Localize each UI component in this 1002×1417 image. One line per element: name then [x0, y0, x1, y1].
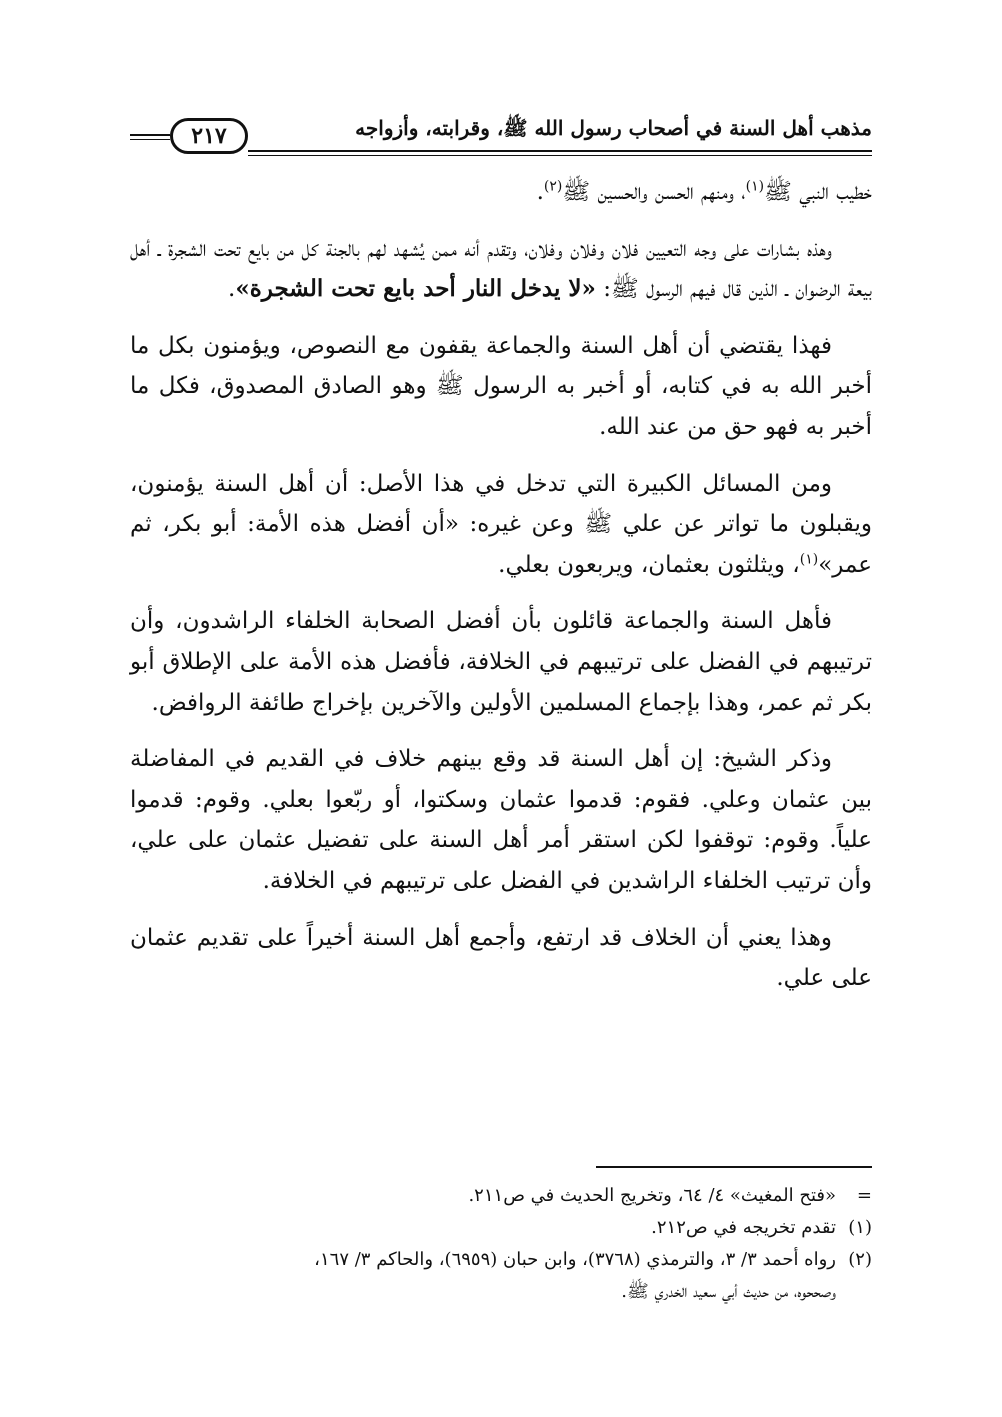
- p2-text: وهذه بشارات على وجه التعيين فلان وفلان وفلان، وتقدم أنه ممن يُشهد لهم بالجنة كل من بايع تحت الشجرة ـ أهل بيعة الرضوان ـ الذين قال فيهم الرسول ﷺ:: [130, 235, 872, 303]
- paragraph-2: [130, 229, 872, 310]
- hadith-quote: «لا يدخل النار أحد بايع تحت الشجرة»: [235, 275, 596, 303]
- running-title: مذهب أهل السنة في أصحاب رسول الله ﷺ، وقرابته، وأزواجه: [355, 116, 872, 140]
- footnote-2-continued: وصححوه، من حديث أبي سعيد الخدري ﷺ.: [621, 1281, 836, 1302]
- p1-text-a: خطيب النبي ﷺ: [764, 179, 872, 205]
- footnote-1-marker: (١): [848, 1217, 872, 1238]
- main-text: [130, 172, 872, 1015]
- header-rule-left: [130, 134, 170, 140]
- footnote-2-marker: (٢): [848, 1249, 872, 1270]
- paragraph-7: وهذا يعني أن الخلاف قد ارتفع، وأجمع أهل السنة أخيراً على تقديم عثمان على علي.: [130, 924, 872, 992]
- footnotes: [130, 1180, 872, 1308]
- footnote-2-text: رواه أحمد ٣/ ٣، والترمذي (٣٧٦٨)، وابن حبان (٦٩٥٩)، والحاكم ٣/ ١٦٧،: [314, 1249, 836, 1270]
- footnote-ref-2: (٢): [543, 178, 563, 195]
- footnote-2: [130, 1244, 872, 1276]
- paragraph-3: فهذا يقتضي أن أهل السنة والجماعة يقفون مع النصوص، ويؤمنون بكل ما أخبر الله به في كتابه، أو أخبر به الرسول ﷺ وهو الصادق المصدوق، فكل ما أخبر به فهو حق من عند الله.: [130, 332, 872, 440]
- p1-text-b: ، ومنهم الحسن والحسين ﷺ: [562, 179, 746, 205]
- p1-text-c: .: [536, 179, 544, 205]
- page-number-badge: ٢١٧: [170, 118, 248, 154]
- p4-text-b: ، ويثلثون بعثمان، ويربعون بعلي.: [498, 551, 800, 578]
- paragraph-6: وذكر الشيخ: إن أهل السنة قد وقع بينهم خلاف في القديم في المفاضلة بين عثمان وعلي. فقوم: قدموا عثمان وسكتوا، أو ربّعوا بعلي. وقوم: قدموا علياً. وقوم: توقفوا لكن استقر أمر أهل السنة على تفضيل عثمان على علي، وأن ترتيب الخلفاء الراشدين في الفضل على ترتيبهم في الخلافة.: [130, 746, 872, 894]
- p2-end: .: [228, 276, 236, 303]
- paragraph-1: [130, 172, 872, 213]
- paragraph-5: فأهل السنة والجماعة قائلون بأن أفضل الصحابة الخلفاء الراشدون، وأن ترتيبهم في الفضل على ترتيبهم في الخلافة، فأفضل هذه الأمة على الإطلاق أبو بكر ثم عمر، وهذا بإجماع المسلمين الأولين والآخرين بإخراج طائفة الروافض.: [130, 608, 872, 716]
- footnote-1-text: تقدم تخريجه في ص٢١٢.: [651, 1217, 836, 1238]
- footnote-1: [130, 1212, 872, 1244]
- footnote-carryover: [130, 1180, 872, 1212]
- header-rule: [248, 150, 872, 156]
- footnote-ref-1b: (١): [799, 551, 819, 568]
- page-header: [130, 110, 872, 160]
- footnote-ref-1: (١): [745, 178, 765, 195]
- footnote-separator: [596, 1166, 872, 1168]
- p4-text-a: ومن المسائل الكبيرة التي تدخل في هذا الأصل: أن أهل السنة يؤمنون، ويقبلون ما تواتر عن علي ﷺ وعن غيره: «أن أفضل هذه الأمة: أبو بكر، ثم عمر»: [130, 470, 872, 578]
- footnote-carry-text: «فتح المغيث» ٤/ ٦٤، وتخريج الحديث في ص٢١١.: [468, 1185, 836, 1206]
- footnote-carry-marker: =: [856, 1185, 872, 1206]
- paragraph-4: [130, 464, 872, 586]
